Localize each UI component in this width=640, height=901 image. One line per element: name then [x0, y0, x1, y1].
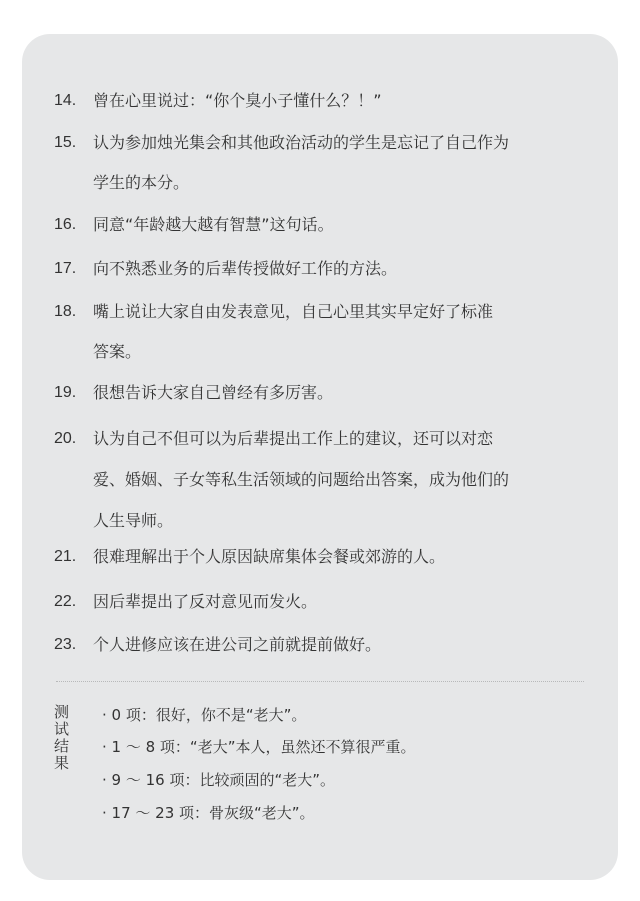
item-number: 15. [54, 134, 77, 151]
item-text: 认为自己不但可以为后辈提出工作上的建议，还可以对恋 [93, 429, 494, 448]
result-entry: · 17 ～ 23 项：骨灰级“老大”。 [102, 804, 315, 822]
item-text: 个人进修应该在进公司之前就提前做好。 [93, 635, 382, 654]
item-text-continued: 人生导师。 [93, 511, 174, 530]
item-text-continued: 爱、婚姻、子女等私生活领域的问题给出答案，成为他们的 [93, 470, 510, 489]
dotted-divider [56, 681, 584, 682]
item-number: 20. [54, 430, 77, 447]
item-text: 很难理解出于个人原因缺席集体会餐或郊游的人。 [93, 547, 446, 566]
item-number: 21. [54, 548, 77, 565]
item-text: 曾在心里说过：“你个臭小子懂什么？！” [93, 91, 382, 110]
item-text: 同意“年龄越大越有智慧”这句话。 [93, 215, 334, 234]
item-text: 嘴上说让大家自由发表意见，自己心里其实早定好了标准 [93, 302, 494, 321]
item-text: 很想告诉大家自己曾经有多厉害。 [93, 383, 334, 402]
result-entry: · 9 ～ 16 项：比较顽固的“老大”。 [102, 771, 336, 789]
results-label: 测试结果 [54, 703, 70, 772]
item-text-continued: 答案。 [93, 342, 142, 361]
item-number: 19. [54, 384, 77, 401]
item-text: 认为参加烛光集会和其他政治活动的学生是忘记了自己作为 [93, 133, 510, 152]
item-number: 14. [54, 92, 77, 109]
result-entry: · 1 ～ 8 项：“老大”本人，虽然还不算很严重。 [102, 738, 416, 756]
item-text: 因后辈提出了反对意见而发火。 [93, 592, 318, 611]
item-number: 16. [54, 216, 77, 233]
item-text: 向不熟悉业务的后辈传授做好工作的方法。 [93, 259, 398, 278]
item-number: 23. [54, 636, 77, 653]
item-number: 18. [54, 303, 77, 320]
item-text-continued: 学生的本分。 [93, 173, 190, 192]
item-number: 22. [54, 593, 77, 610]
item-number: 17. [54, 260, 77, 277]
result-entry: · 0 项：很好，你不是“老大”。 [102, 706, 307, 724]
questionnaire-card [22, 34, 618, 880]
